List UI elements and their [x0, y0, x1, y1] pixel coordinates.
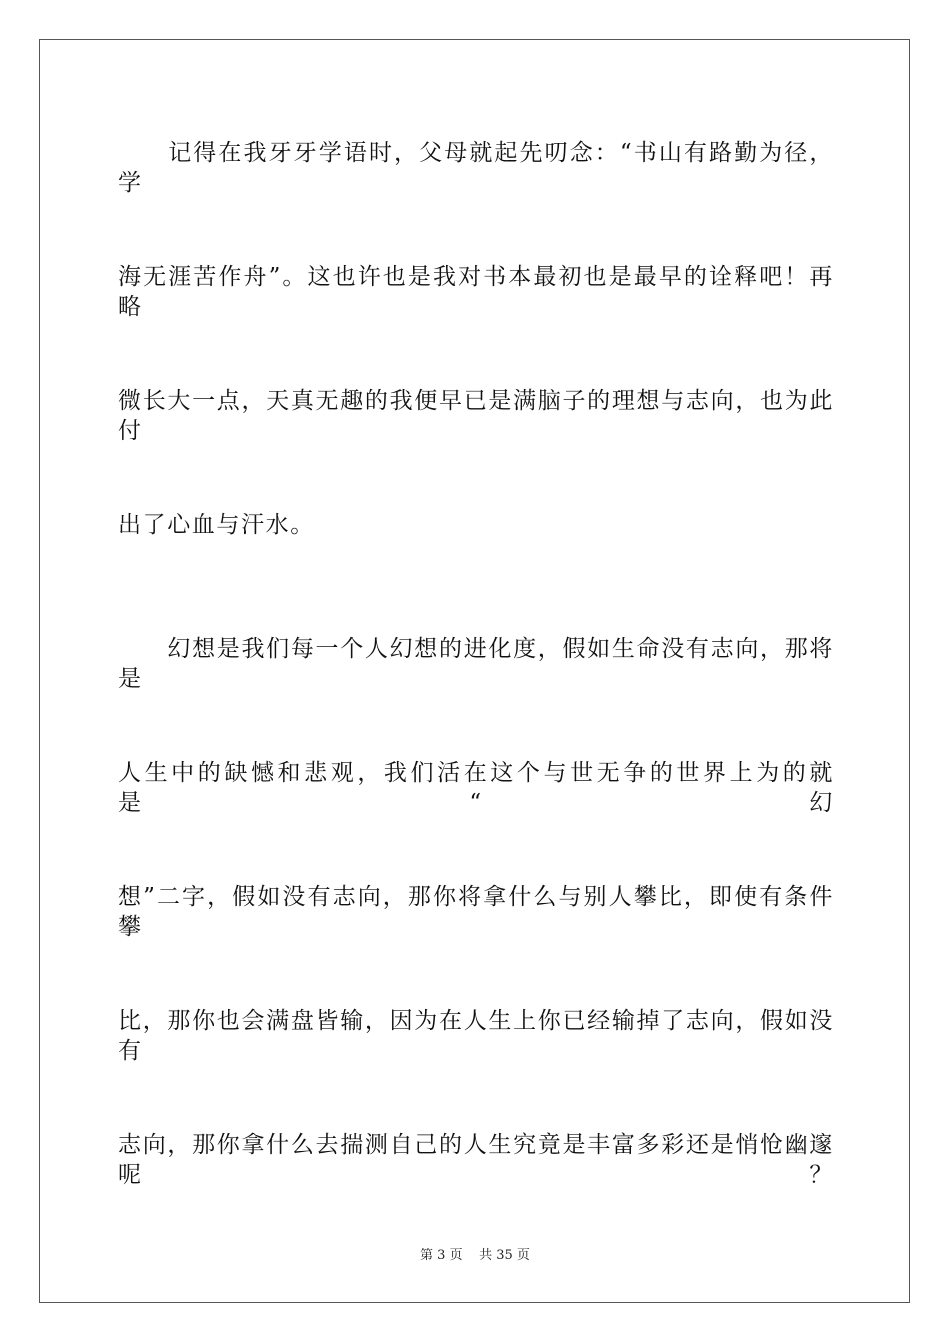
- text-line-3: 微长大一点，天真无趣的我便早已是满脑子的理想与志向，也为此付: [118, 388, 834, 444]
- text-line-2: 海无涯苦作舟”。这也许也是我对书本最初也是最早的诠释吧！再略: [118, 264, 834, 320]
- text-line-1: 记得在我牙牙学语时，父母就起先叨念：“书山有路勤为径，学: [118, 140, 834, 196]
- text-line-9: 志向，那你拿什么去揣测自己的人生究竟是丰富多彩还是悄怆幽邃呢？: [118, 1132, 834, 1188]
- text-line-5: 幻想是我们每一个人幻想的进化度，假如生命没有志向，那将是: [118, 636, 834, 692]
- text-line-8: 比，那你也会满盘皆输，因为在人生上你已经输掉了志向，假如没有: [118, 1008, 834, 1064]
- text-line-7: 想”二字，假如没有志向，那你将拿什么与别人攀比，即使有条件攀: [118, 884, 834, 940]
- page-footer: [0, 1247, 950, 1265]
- text-line-6: 人生中的缺憾和悲观，我们活在这个与世无争的世界上为的就是“幻: [118, 760, 834, 816]
- text-line-4: 出了心血与汗水。: [118, 512, 315, 538]
- page-total: 共 35 页: [479, 1248, 530, 1263]
- page-number: 第 3 页: [420, 1248, 463, 1263]
